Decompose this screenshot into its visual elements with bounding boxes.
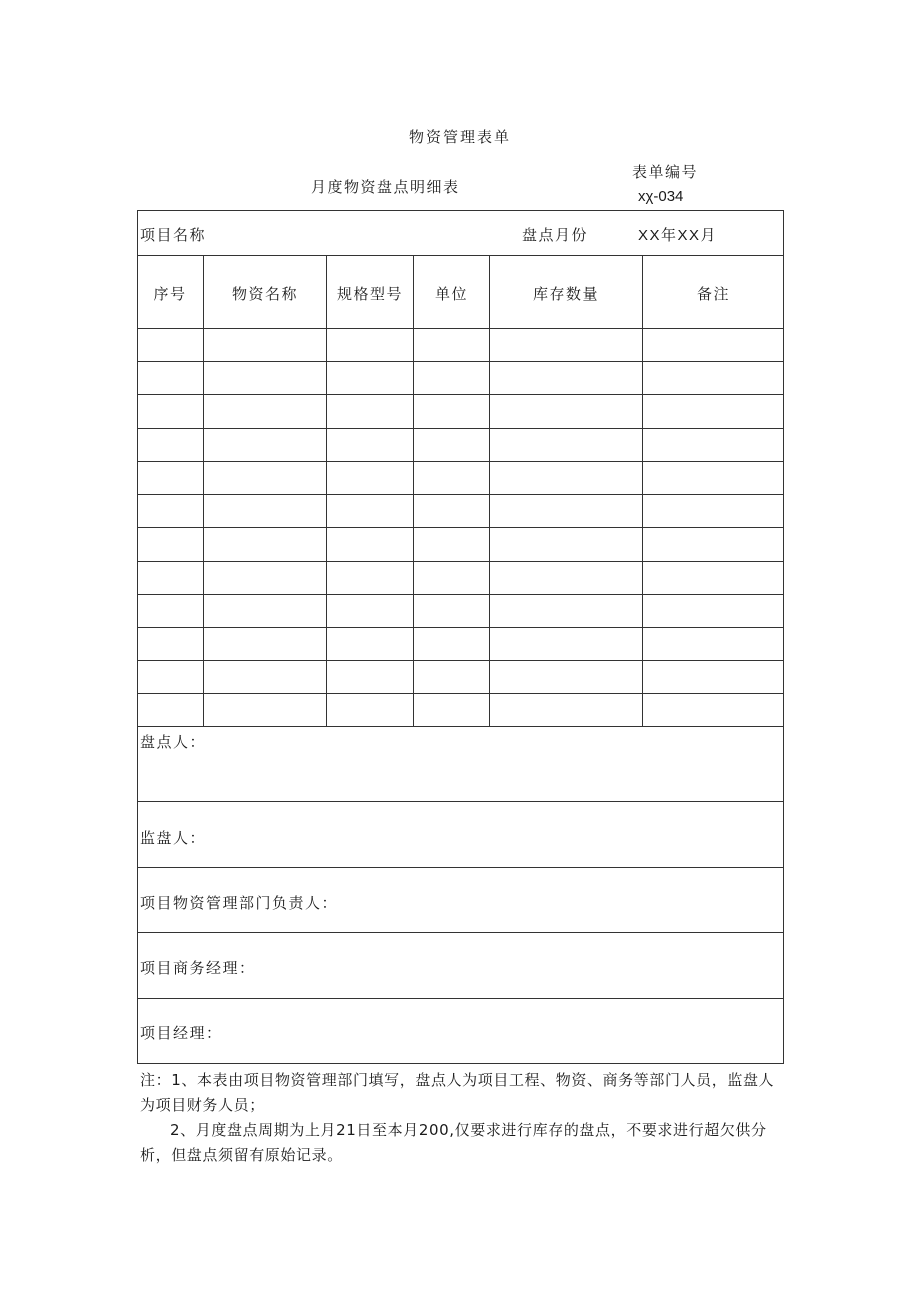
- column-header-index: 序号: [153, 285, 187, 303]
- month-label: 盘点月份: [522, 226, 589, 244]
- column-header-remarks: 备注: [696, 285, 730, 303]
- column-header-spec-model: 规格型号: [336, 285, 403, 303]
- month-value: XX年XX月: [638, 227, 718, 244]
- divider-row-6: [137, 527, 784, 528]
- divider-header-row: [137, 328, 784, 329]
- divider-row-11: [137, 693, 784, 694]
- divider-row-4: [137, 461, 784, 462]
- column-header-stock-quantity: 库存数量: [532, 285, 599, 303]
- column-divider-2: [326, 255, 327, 727]
- project-name-label: 项目名称: [140, 226, 207, 244]
- signature-counter-label: 盘点人：: [140, 733, 207, 751]
- divider-info-row: [137, 255, 784, 256]
- table-subtitle: 月度物资盘点明细表: [311, 178, 460, 196]
- signature-project-manager-label: 项目经理：: [140, 1024, 223, 1042]
- divider-row-3: [137, 428, 784, 429]
- divider-row-5: [137, 494, 784, 495]
- note-2: 2、月度盘点周期为上月21日至本月200,仅要求进行库存的盘点，不要求进行超欠供分析，但盘点须留有原始记录。: [140, 1121, 767, 1164]
- divider-row-9: [137, 627, 784, 628]
- column-divider-1: [203, 255, 204, 727]
- column-header-unit: 单位: [434, 285, 468, 303]
- signature-commercial-manager-label: 项目商务经理：: [140, 959, 256, 977]
- divider-sig-4: [137, 998, 784, 999]
- column-divider-3: [413, 255, 414, 727]
- divider-row-7: [137, 561, 784, 562]
- divider-row-2: [137, 394, 784, 395]
- divider-row-12: [137, 726, 784, 727]
- note-1: 注：1、本表由项目物资管理部门填写，盘点人为项目工程、物资、商务等部门人员，监盘人为项目财务人员；: [140, 1071, 775, 1114]
- divider-row-1: [137, 361, 784, 362]
- divider-row-8: [137, 594, 784, 595]
- signature-dept-head-label: 项目物资管理部门负责人：: [140, 894, 339, 912]
- column-divider-5: [642, 255, 643, 727]
- page-title: 物资管理表单: [408, 128, 511, 146]
- form-number-value: xχ-034: [638, 188, 684, 205]
- divider-sig-3: [137, 932, 784, 933]
- divider-sig-1: [137, 801, 784, 802]
- column-header-material-name: 物资名称: [231, 285, 298, 303]
- signature-supervisor-label: 监盘人：: [140, 829, 207, 847]
- divider-sig-2: [137, 867, 784, 868]
- divider-row-10: [137, 660, 784, 661]
- inventory-table-frame: [137, 210, 784, 1064]
- form-number-label: 表单编号: [632, 163, 699, 181]
- column-divider-4: [489, 255, 490, 727]
